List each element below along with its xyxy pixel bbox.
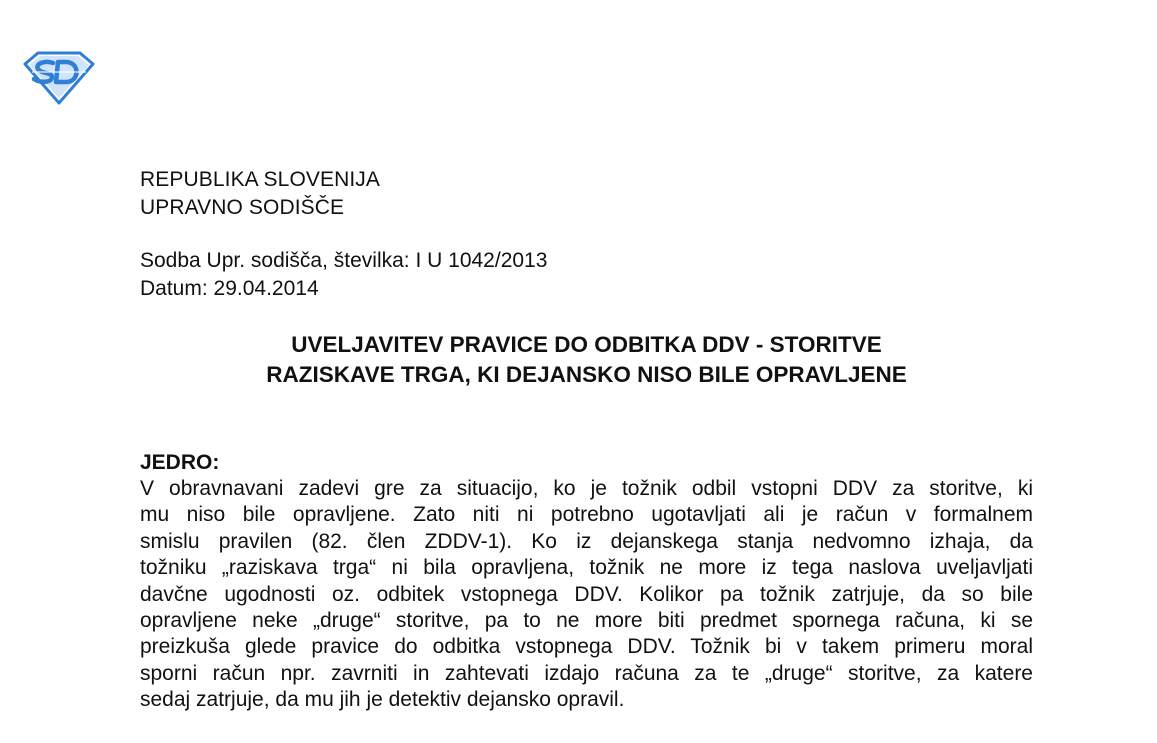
court-header xyxy=(140,166,380,222)
court-name: UPRAVNO SODIŠČE xyxy=(140,196,345,219)
core-line: preizkuša glede pravice do odbitka vstopnega DDV. Tožnik bi v takem primeru moral xyxy=(140,635,1033,659)
core-line: sporni račun npr. zavrniti in zahtevati izdajo računa za te „druge“ storitve, za katere xyxy=(140,661,1033,685)
judgment-meta xyxy=(140,247,547,303)
document-title xyxy=(140,330,1033,390)
judgment-number: Sodba Upr. sodišča, številka: I U 1042/2013 xyxy=(140,249,548,272)
judgment-date: Datum: 29.04.2014 xyxy=(140,277,319,300)
core-line: mu niso bile opravljene. Zato niti ni potrebno ugotavljati ali je račun v formalnem xyxy=(140,503,1033,527)
core-line: davčne ugodnosti oz. odbitek vstopnega DDV. Kolikor pa tožnik zatrjuje, da so bile xyxy=(140,582,1033,606)
core-paragraph xyxy=(140,476,1033,714)
core-line: V obravnavani zadevi gre za situacijo, ko je tožnik odbil vstopni DDV za storitve, ki xyxy=(140,477,1033,500)
core-line: tožniku „raziskava trga“ ni bila opravljena, tožnik ne more iz tega naslova uveljavljati xyxy=(140,556,1033,580)
sd-shield-icon xyxy=(22,50,96,106)
core-line: sedaj zatrjuje, da mu jih je detektiv dejansko opravil. xyxy=(140,688,625,712)
core-heading: JEDRO: xyxy=(140,451,220,474)
sd-logo-icon xyxy=(22,50,96,106)
title-line-1: UVELJAVITEV PRAVICE DO ODBITKA DDV - STORITVE xyxy=(291,332,882,357)
republic-name: REPUBLIKA SLOVENIJA xyxy=(140,168,380,191)
core-line: smislu pravilen (82. člen ZDDV-1). Ko iz dejanskega stanja nedvomno izhaja, da xyxy=(140,529,1033,553)
core-line: opravljene neke „druge“ storitve, pa to ne more biti predmet spornega računa, ki se xyxy=(140,609,1033,633)
title-line-2: RAZISKAVE TRGA, KI DEJANSKO NISO BILE OPRAVLJENE xyxy=(266,362,907,387)
